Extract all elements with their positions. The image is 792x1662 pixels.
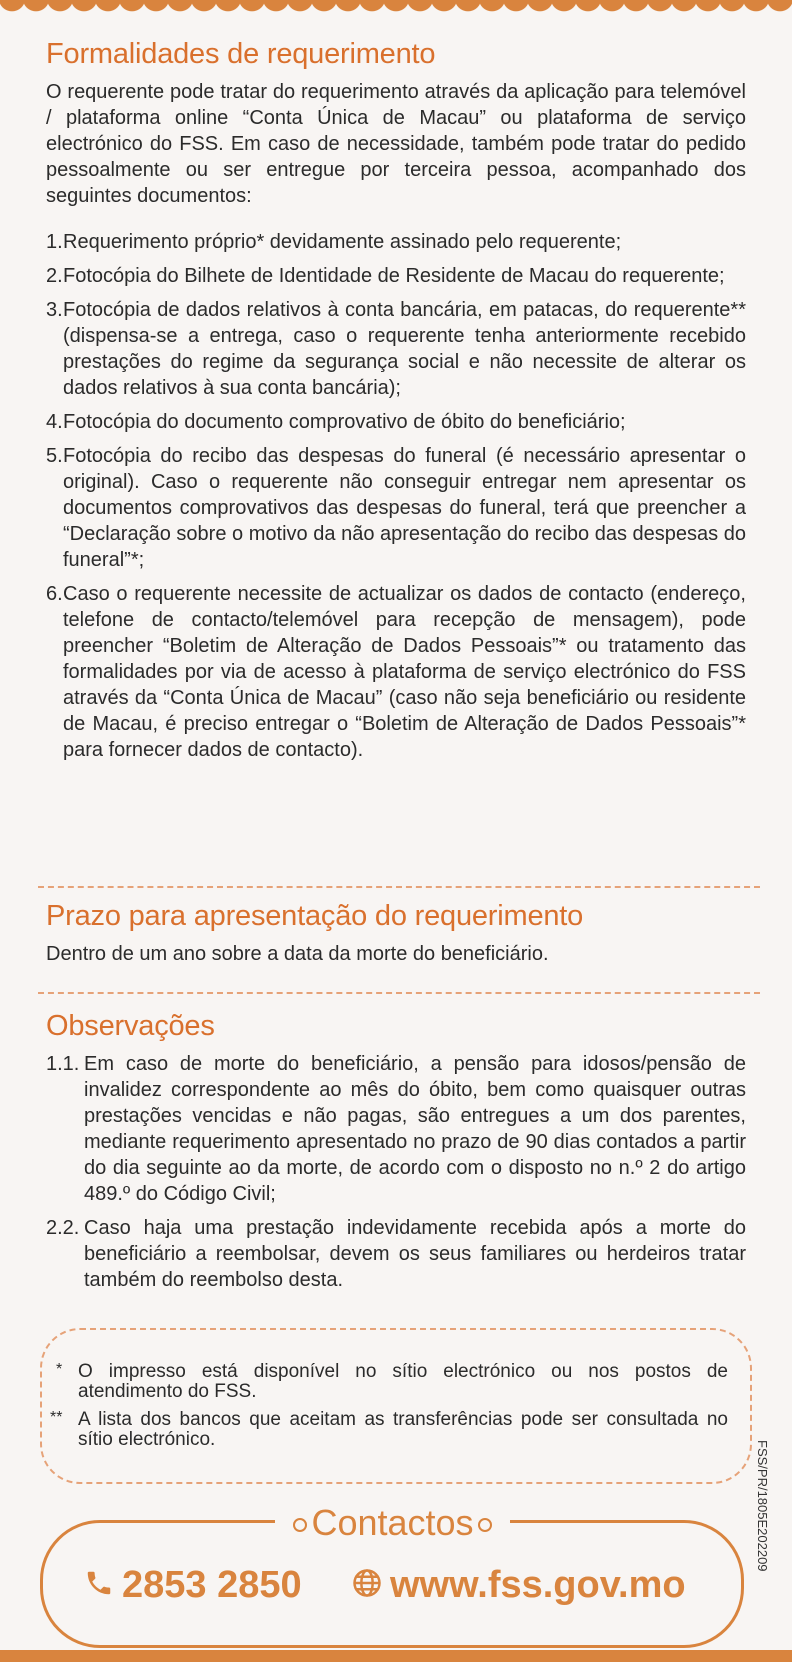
list-item: 2.2. Caso haja uma prestação indevidamente recebida após a morte do beneficiário a reembolsar, devem os seus familiares ou herdeiros tratar também do reembolso desta. (46, 1217, 746, 1291)
deadline-section (46, 900, 746, 967)
main-content (46, 38, 746, 771)
list-item: 5. Fotocópia do recibo das despesas do funeral (é necessário apresentar o original). Caso o requerente não conseguir entregar nem apresentar os documentos comprovativos das despesas do funeral, terá que preencher a “Declaração sobre o motivo da não apresentação do recibo das despesas do funeral”*; (46, 445, 746, 571)
requirements-intro: O requerente pode tratar do requerimento através da aplicação para telemóvel / plataforma online “Conta Única de Macau” ou plataforma de serviço electrónico do FSS. Em caso de necessidade, também pode tratar do pedido pessoalmente ou ser entregue por terceira pessoa, acompanhado dos seguintes documentos: (46, 81, 746, 207)
website-contact[interactable] (352, 1564, 686, 1608)
scalloped-top-border (0, 0, 792, 26)
ornament-dot (478, 1518, 492, 1532)
requirements-title: Formalidades de requerimento (46, 38, 436, 70)
requirements-list (46, 229, 746, 763)
phone-icon (84, 1565, 114, 1608)
document-code: FSS/PR/1805E202209 (755, 1440, 770, 1572)
phone-number[interactable]: 2853 2850 (122, 1564, 302, 1606)
list-item: 1.1. Em caso de morte do beneficiário, a pensão para idosos/pensão de invalidez correspondente ao mês do óbito, bem como quaisquer outras prestações vencidas e não pagas, são entregues a um dos parentes, mediante requerimento apresentado no prazo de 90 dias contados a partir do dia seguinte ao da morte, de acordo com o disposto no n.º 2 do artigo 489.º do Código Civil; (46, 1053, 746, 1205)
footnote: ** A lista dos bancos que aceitam as transferências pode ser consultada no sítio electrónico. (50, 1409, 728, 1450)
list-item: 4. Fotocópia do documento comprovativo de óbito do beneficiário; (46, 411, 626, 433)
observations-list (46, 1051, 746, 1293)
list-item: 3. Fotocópia de dados relativos à conta bancária, em patacas, do requerente** (dispensa-se a entrega, caso o requerente tenha anteriormente recebido prestações do regime da segurança social e não necessite de alterar os dados relativos à sua conta bancária); (46, 299, 746, 399)
footnotes-box (40, 1328, 752, 1484)
observations-title: Observações (46, 1010, 215, 1042)
deadline-title: Prazo para apresentação do requerimento (46, 900, 584, 932)
bottom-border (0, 1650, 792, 1662)
list-item: 1. Requerimento próprio* devidamente assinado pelo requerente; (46, 231, 622, 253)
website-link[interactable]: www.fss.gov.mo (390, 1564, 686, 1606)
section-divider (38, 992, 760, 994)
contacts-heading: Contactos (275, 1500, 510, 1546)
ornament-dot (293, 1518, 307, 1532)
observations-section (46, 1010, 746, 1301)
globe-icon (352, 1565, 382, 1608)
section-divider (38, 886, 760, 888)
list-item: 2. Fotocópia do Bilhete de Identidade de Residente de Macau do requerente; (46, 265, 725, 287)
list-item: 6. Caso o requerente necessite de actualizar os dados de contacto (endereço, telefone de contacto/telemóvel para recepção de mensagem), pode preencher “Boletim de Alteração de Dados Pessoais”* ou tratamento das formalidades por via de acesso à plataforma de serviço electrónico do FSS através da “Conta Única de Macau” (caso não seja beneficiário ou residente de Macau, é preciso entregar o “Boletim de Alteração de Dados Pessoais”* para fornecer dados de contacto). (46, 583, 746, 761)
deadline-text: Dentro de um ano sobre a data da morte do beneficiário. (46, 943, 549, 965)
phone-contact[interactable] (84, 1564, 302, 1608)
footnote: * O impresso está disponível no sítio electrónico ou nos postos de atendimento do FSS. (56, 1361, 728, 1402)
